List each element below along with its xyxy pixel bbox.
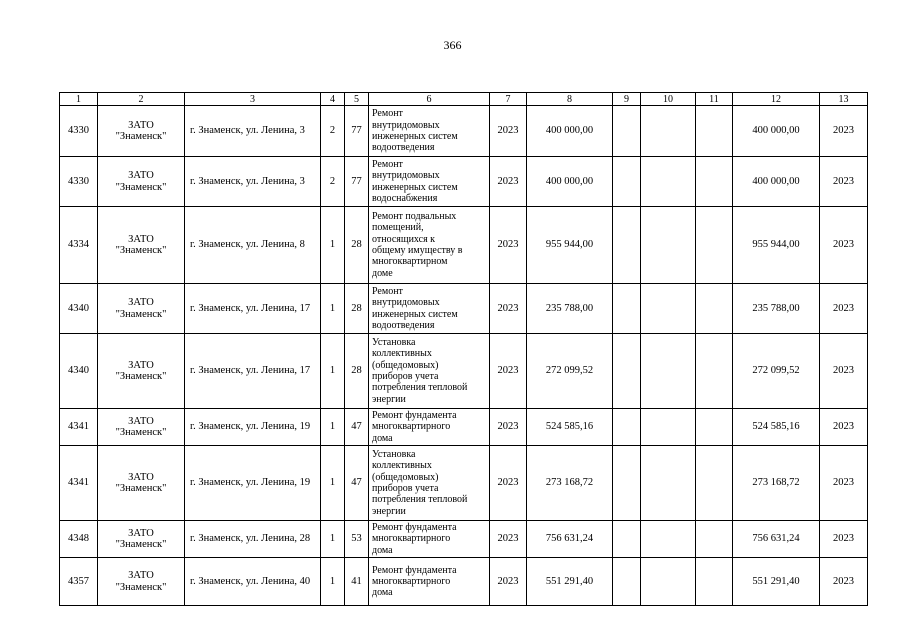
col10-cell — [641, 521, 696, 558]
col13-year-cell: 2023 — [820, 334, 868, 409]
address-cell: г. Знаменск, ул. Ленина, 8 — [185, 207, 321, 284]
year-cell: 2023 — [490, 446, 527, 521]
col4-cell: 2 — [321, 157, 345, 207]
year-cell: 2023 — [490, 558, 527, 606]
column-number-cell: 3 — [185, 93, 321, 106]
column-number-cell: 4 — [321, 93, 345, 106]
work-type-cell: Установка коллективных (общедомовых) приборов учета потребления тепловой энергии — [369, 446, 490, 521]
total-cost-cell: 400 000,00 — [527, 157, 613, 207]
total-cost-cell: 756 631,24 — [527, 521, 613, 558]
column-number-cell: 13 — [820, 93, 868, 106]
col4-cell: 1 — [321, 558, 345, 606]
work-type-cell: Ремонт фундамента многоквартирного дома — [369, 558, 490, 606]
col11-cell — [696, 334, 733, 409]
house-id-cell: 4348 — [60, 521, 98, 558]
year-cell: 2023 — [490, 521, 527, 558]
col4-cell: 1 — [321, 409, 345, 446]
col10-cell — [641, 446, 696, 521]
table-row — [60, 284, 868, 334]
house-id-cell: 4330 — [60, 106, 98, 157]
col10-cell — [641, 334, 696, 409]
table-row — [60, 334, 868, 409]
col10-cell — [641, 106, 696, 157]
col11-cell — [696, 106, 733, 157]
col11-cell — [696, 207, 733, 284]
municipality-cell: ЗАТО "Знаменск" — [98, 521, 185, 558]
total-cost-cell: 273 168,72 — [527, 446, 613, 521]
address-cell: г. Знаменск, ул. Ленина, 40 — [185, 558, 321, 606]
municipality-cell: ЗАТО "Знаменск" — [98, 284, 185, 334]
municipality-cell: ЗАТО "Знаменск" — [98, 157, 185, 207]
col13-year-cell: 2023 — [820, 521, 868, 558]
col12-cost-cell: 272 099,52 — [733, 334, 820, 409]
col12-cost-cell: 273 168,72 — [733, 446, 820, 521]
column-number-cell: 10 — [641, 93, 696, 106]
column-number-cell: 7 — [490, 93, 527, 106]
municipality-cell: ЗАТО "Знаменск" — [98, 334, 185, 409]
col11-cell — [696, 558, 733, 606]
col5-cell: 41 — [345, 558, 369, 606]
work-type-cell: Установка коллективных (общедомовых) приборов учета потребления тепловой энергии — [369, 334, 490, 409]
work-type-cell: Ремонт внутридомовых инженерных систем водоотведения — [369, 284, 490, 334]
house-id-cell: 4340 — [60, 334, 98, 409]
col11-cell — [696, 284, 733, 334]
col9-cell — [613, 409, 641, 446]
house-id-cell: 4357 — [60, 558, 98, 606]
col10-cell — [641, 157, 696, 207]
col9-cell — [613, 558, 641, 606]
col13-year-cell: 2023 — [820, 157, 868, 207]
page-number: 366 — [443, 38, 462, 52]
col5-cell: 47 — [345, 446, 369, 521]
address-cell: г. Знаменск, ул. Ленина, 28 — [185, 521, 321, 558]
col5-cell: 47 — [345, 409, 369, 446]
col13-year-cell: 2023 — [820, 106, 868, 157]
col4-cell: 2 — [321, 106, 345, 157]
total-cost-cell: 551 291,40 — [527, 558, 613, 606]
col9-cell — [613, 446, 641, 521]
col12-cost-cell: 400 000,00 — [733, 157, 820, 207]
col12-cost-cell: 235 788,00 — [733, 284, 820, 334]
repair-program-table — [59, 92, 868, 606]
table-row — [60, 409, 868, 446]
address-cell: г. Знаменск, ул. Ленина, 3 — [185, 106, 321, 157]
municipality-cell: ЗАТО "Знаменск" — [98, 446, 185, 521]
col11-cell — [696, 521, 733, 558]
col13-year-cell: 2023 — [820, 409, 868, 446]
year-cell: 2023 — [490, 409, 527, 446]
column-number-cell: 8 — [527, 93, 613, 106]
house-id-cell: 4334 — [60, 207, 98, 284]
municipality-cell: ЗАТО "Знаменск" — [98, 558, 185, 606]
col9-cell — [613, 284, 641, 334]
col13-year-cell: 2023 — [820, 558, 868, 606]
header-row — [60, 93, 868, 106]
col4-cell: 1 — [321, 521, 345, 558]
col13-year-cell: 2023 — [820, 207, 868, 284]
col10-cell — [641, 284, 696, 334]
col9-cell — [613, 106, 641, 157]
work-type-cell: Ремонт фундамента многоквартирного дома — [369, 521, 490, 558]
year-cell: 2023 — [490, 284, 527, 334]
municipality-cell: ЗАТО "Знаменск" — [98, 409, 185, 446]
year-cell: 2023 — [490, 157, 527, 207]
col12-cost-cell: 400 000,00 — [733, 106, 820, 157]
col9-cell — [613, 207, 641, 284]
col12-cost-cell: 955 944,00 — [733, 207, 820, 284]
address-cell: г. Знаменск, ул. Ленина, 19 — [185, 409, 321, 446]
col12-cost-cell: 524 585,16 — [733, 409, 820, 446]
address-cell: г. Знаменск, ул. Ленина, 17 — [185, 334, 321, 409]
column-number-cell: 9 — [613, 93, 641, 106]
table-row — [60, 157, 868, 207]
address-cell: г. Знаменск, ул. Ленина, 17 — [185, 284, 321, 334]
total-cost-cell: 524 585,16 — [527, 409, 613, 446]
address-cell: г. Знаменск, ул. Ленина, 19 — [185, 446, 321, 521]
table-row — [60, 207, 868, 284]
col5-cell: 77 — [345, 157, 369, 207]
total-cost-cell: 272 099,52 — [527, 334, 613, 409]
col5-cell: 28 — [345, 284, 369, 334]
col5-cell: 53 — [345, 521, 369, 558]
address-cell: г. Знаменск, ул. Ленина, 3 — [185, 157, 321, 207]
year-cell: 2023 — [490, 334, 527, 409]
table-row — [60, 446, 868, 521]
col4-cell: 1 — [321, 207, 345, 284]
col5-cell: 28 — [345, 207, 369, 284]
col10-cell — [641, 409, 696, 446]
col13-year-cell: 2023 — [820, 446, 868, 521]
work-type-cell: Ремонт фундамента многоквартирного дома — [369, 409, 490, 446]
table-body — [60, 93, 868, 606]
table-row — [60, 106, 868, 157]
house-id-cell: 4340 — [60, 284, 98, 334]
col12-cost-cell: 551 291,40 — [733, 558, 820, 606]
col4-cell: 1 — [321, 446, 345, 521]
col12-cost-cell: 756 631,24 — [733, 521, 820, 558]
house-id-cell: 4341 — [60, 446, 98, 521]
house-id-cell: 4341 — [60, 409, 98, 446]
work-type-cell: Ремонт подвальных помещений, относящихся к общему имуществу в многоквартирном доме — [369, 207, 490, 284]
col11-cell — [696, 409, 733, 446]
column-number-cell: 5 — [345, 93, 369, 106]
work-type-cell: Ремонт внутридомовых инженерных систем водоотведения — [369, 106, 490, 157]
column-number-cell: 11 — [696, 93, 733, 106]
col5-cell: 77 — [345, 106, 369, 157]
column-number-cell: 12 — [733, 93, 820, 106]
col10-cell — [641, 558, 696, 606]
table-row — [60, 521, 868, 558]
col5-cell: 28 — [345, 334, 369, 409]
col9-cell — [613, 521, 641, 558]
work-type-cell: Ремонт внутридомовых инженерных систем водоснабжения — [369, 157, 490, 207]
col11-cell — [696, 157, 733, 207]
col13-year-cell: 2023 — [820, 284, 868, 334]
col9-cell — [613, 157, 641, 207]
total-cost-cell: 400 000,00 — [527, 106, 613, 157]
column-number-cell: 2 — [98, 93, 185, 106]
col9-cell — [613, 334, 641, 409]
col10-cell — [641, 207, 696, 284]
house-id-cell: 4330 — [60, 157, 98, 207]
col4-cell: 1 — [321, 334, 345, 409]
year-cell: 2023 — [490, 106, 527, 157]
municipality-cell: ЗАТО "Знаменск" — [98, 106, 185, 157]
year-cell: 2023 — [490, 207, 527, 284]
col11-cell — [696, 446, 733, 521]
col4-cell: 1 — [321, 284, 345, 334]
municipality-cell: ЗАТО "Знаменск" — [98, 207, 185, 284]
table-row — [60, 558, 868, 606]
column-number-cell: 6 — [369, 93, 490, 106]
total-cost-cell: 955 944,00 — [527, 207, 613, 284]
column-number-cell: 1 — [60, 93, 98, 106]
total-cost-cell: 235 788,00 — [527, 284, 613, 334]
